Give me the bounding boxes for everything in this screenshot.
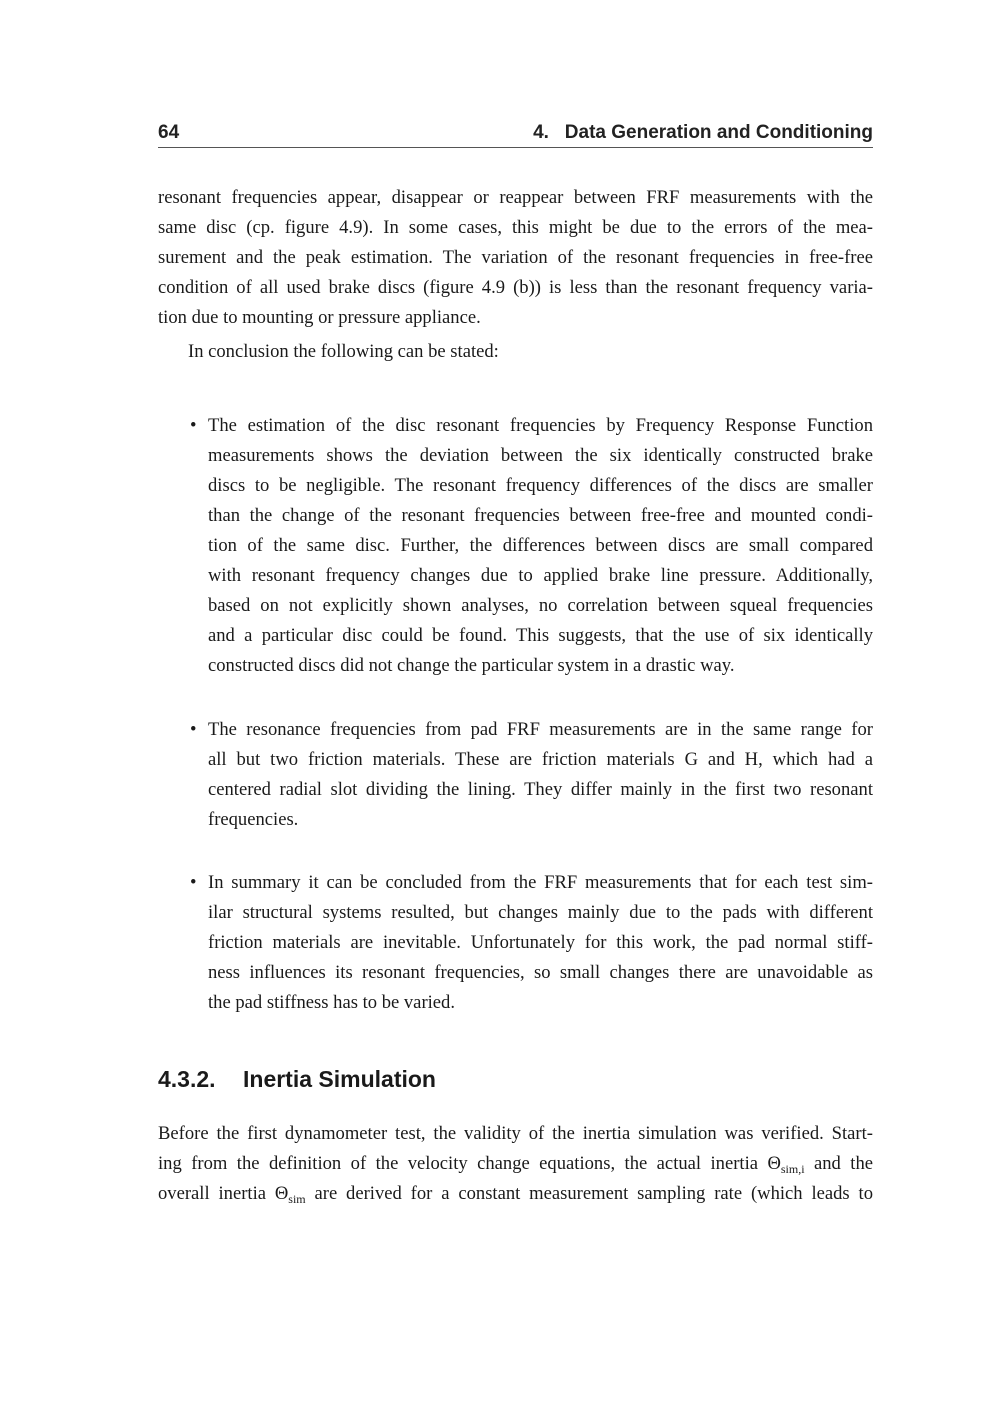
section-title: Inertia Simulation [243, 1066, 436, 1092]
subscript: sim,i [780, 1162, 805, 1176]
intro-paragraph [158, 183, 873, 333]
text-fragment: and the [804, 1153, 873, 1174]
section-number: 4.3.2. [158, 1066, 216, 1092]
text-line: condition of all used brake discs (figure 4.9 (b)) is less than the resonant frequency varia- [158, 277, 873, 298]
text-line: centered radial slot dividing the lining. They differ mainly in the first two resonant [208, 779, 873, 800]
running-header [158, 121, 873, 148]
inertia-paragraph [158, 1119, 873, 1209]
page-number: 64 [158, 122, 180, 143]
text-line: Before the first dynamometer test, the validity of the inertia simulation was verified. Start- [158, 1123, 873, 1144]
text-line: friction materials are inevitable. Unfortunately for this work, the pad normal stiff- [208, 932, 873, 953]
conclusion-lead [188, 337, 873, 367]
bullet-marker: • [190, 719, 197, 740]
text-fragment: ing from the definition of the velocity change equations, the actual inertia Θ [158, 1153, 781, 1174]
bullet-item-pad-frequencies [208, 715, 873, 835]
chapter-title: 4. Data Generation and Conditioning [533, 122, 873, 143]
text-line: ilar structural systems resulted, but changes mainly due to the pads with different [208, 902, 873, 923]
text-line [158, 1149, 873, 1179]
text-line: tion due to mounting or pressure appliance. [158, 307, 481, 328]
text-line: constructed discs did not change the particular system in a drastic way. [208, 655, 735, 676]
text-line: all but two friction materials. These are friction materials G and H, which had a [208, 749, 873, 770]
text-line: surement and the peak estimation. The variation of the resonant frequencies in free-free [158, 247, 873, 268]
text-line: measurements shows the deviation between the six identically constructed brake [208, 445, 873, 466]
text-line: In summary it can be concluded from the FRF measurements that for each test sim- [208, 872, 873, 893]
text-line: than the change of the resonant frequencies between free-free and mounted condi- [208, 505, 873, 526]
bullet-marker: • [190, 415, 197, 436]
text-line: with resonant frequency changes due to applied brake line pressure. Additionally, [208, 565, 873, 586]
text-line: based on not explicitly shown analyses, no correlation between squeal frequencies [208, 595, 873, 616]
section-heading [158, 1066, 436, 1093]
text-fragment: overall inertia Θ [158, 1183, 289, 1204]
bullet-marker: • [190, 872, 197, 893]
text-line: and a particular disc could be found. This suggests, that the use of six identically [208, 625, 873, 646]
text-line: the pad stiffness has to be varied. [208, 992, 455, 1013]
text-line: ness influences its resonant frequencies, so small changes there are unavoidable as [208, 962, 873, 983]
text-line: In conclusion the following can be stated: [188, 341, 499, 362]
text-line: The estimation of the disc resonant frequencies by Frequency Response Function [208, 415, 873, 436]
bullet-item-summary [208, 868, 873, 1018]
bullet-item-disc-frequencies [208, 411, 873, 681]
text-line: frequencies. [208, 809, 299, 830]
text-fragment: are derived for a constant measurement sampling rate (which leads to [305, 1183, 873, 1204]
text-line: tion of the same disc. Further, the differences between discs are small compared [208, 535, 873, 556]
text-line: discs to be negligible. The resonant frequency differences of the discs are smaller [208, 475, 873, 496]
text-line: The resonance frequencies from pad FRF measurements are in the same range for [208, 719, 873, 740]
text-line [158, 1179, 873, 1209]
text-line: same disc (cp. figure 4.9). In some cases, this might be due to the errors of the mea- [158, 217, 873, 238]
text-line: resonant frequencies appear, disappear or reappear between FRF measurements with the [158, 187, 873, 208]
subscript: sim [288, 1192, 306, 1206]
